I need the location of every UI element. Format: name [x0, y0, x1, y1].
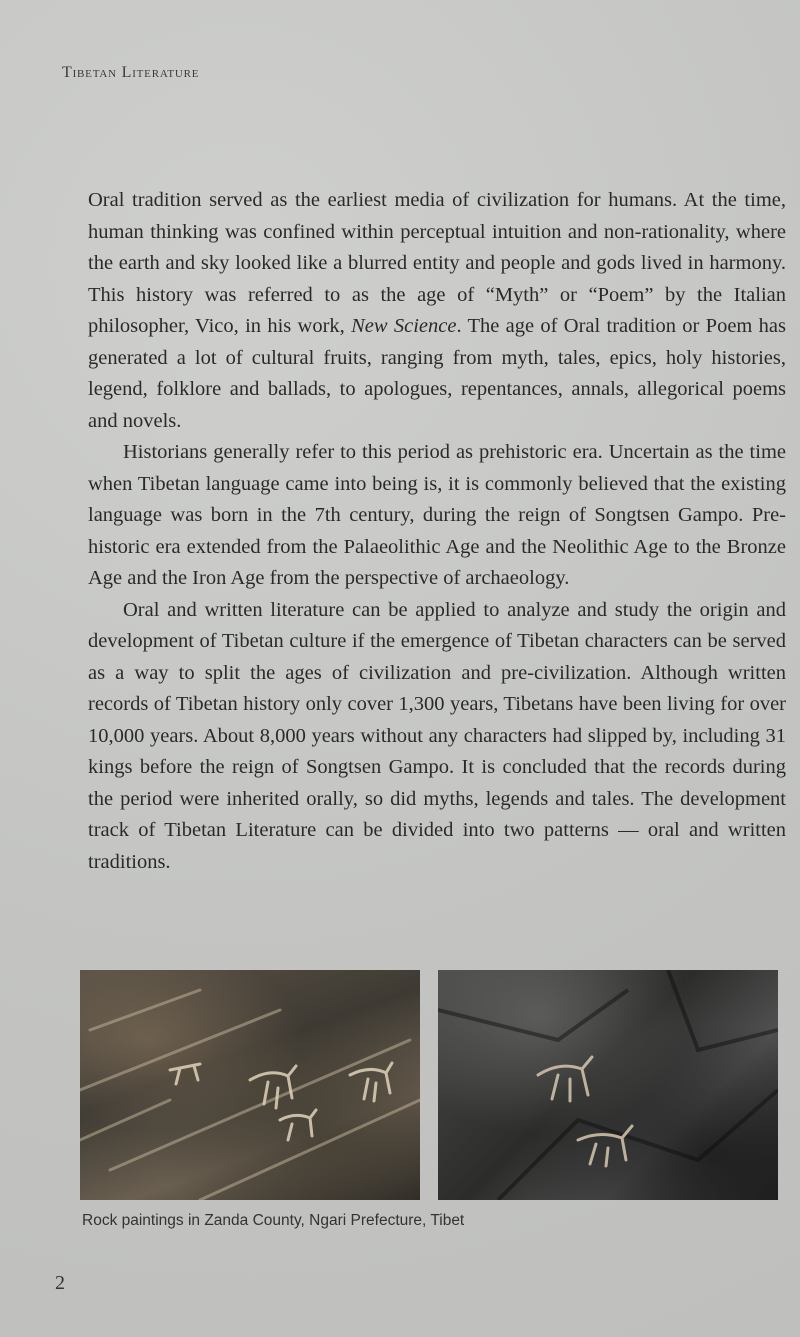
book-title-italic: New Science: [351, 315, 457, 337]
page-number: 2: [55, 1272, 65, 1294]
paragraph-1: [88, 185, 786, 437]
paragraph-1-text-end: . The age of Oral tradition or Poem has generated a lot of cultural fruits, ranging from myth, tales, epics, holy histories, legend, folklore and ballads, to apologues, repentances, annals, allegorical poems and novels.: [88, 315, 786, 432]
paragraph-2: Historians generally refer to this period as prehistoric era. Uncertain as the time when Tibetan language came into being is, it is commonly believed that the existing language was born in the 7th century, during the reign of Songtsen Gampo. Pre-historic era extended from the Palaeolithic Age and the Neolithic Age to the Bronze Age and the Iron Age from the perspective of archaeology.: [88, 441, 786, 589]
paragraph-3: Oral and written literature can be applied to analyze and study the origin and development of Tibetan culture if the emergence of Tibetan characters can be served as a way to split the ages of civilization and pre-civilization. Although written records of Tibetan history only cover 1,300 years, Tibetans have been living for over 10,000 years. About 8,000 years without any characters had slipped by, including 31 kings before the reign of Songtsen Gampo. It is concluded that the records during the period were inherited orally, so did myths, legends and tales. The development track of Tibetan Literature can be divided into two patterns — oral and written traditions.: [88, 598, 786, 873]
rock-painting-photo-right: [438, 970, 778, 1200]
running-header: Tibetan Literature: [62, 64, 200, 81]
paragraph-1-text-start: Oral tradition served as the earliest media of civilization for humans. At the time, human thinking was confined within perceptual intuition and non-rationality, where the earth and sky looked like a blurred entity and people and gods lived in harmony. This history was referred to as the age of “Myth” or “Poem” by the Italian philosopher, Vico, in his work,: [88, 189, 786, 337]
figure-caption: Rock paintings in Zanda County, Ngari Prefecture, Tibet: [82, 1212, 465, 1229]
rock-carving-animals-icon: [80, 970, 420, 1200]
rock-carving-animals-icon: [438, 970, 778, 1200]
body-text: [88, 185, 786, 878]
rock-painting-photo-left: [80, 970, 420, 1200]
